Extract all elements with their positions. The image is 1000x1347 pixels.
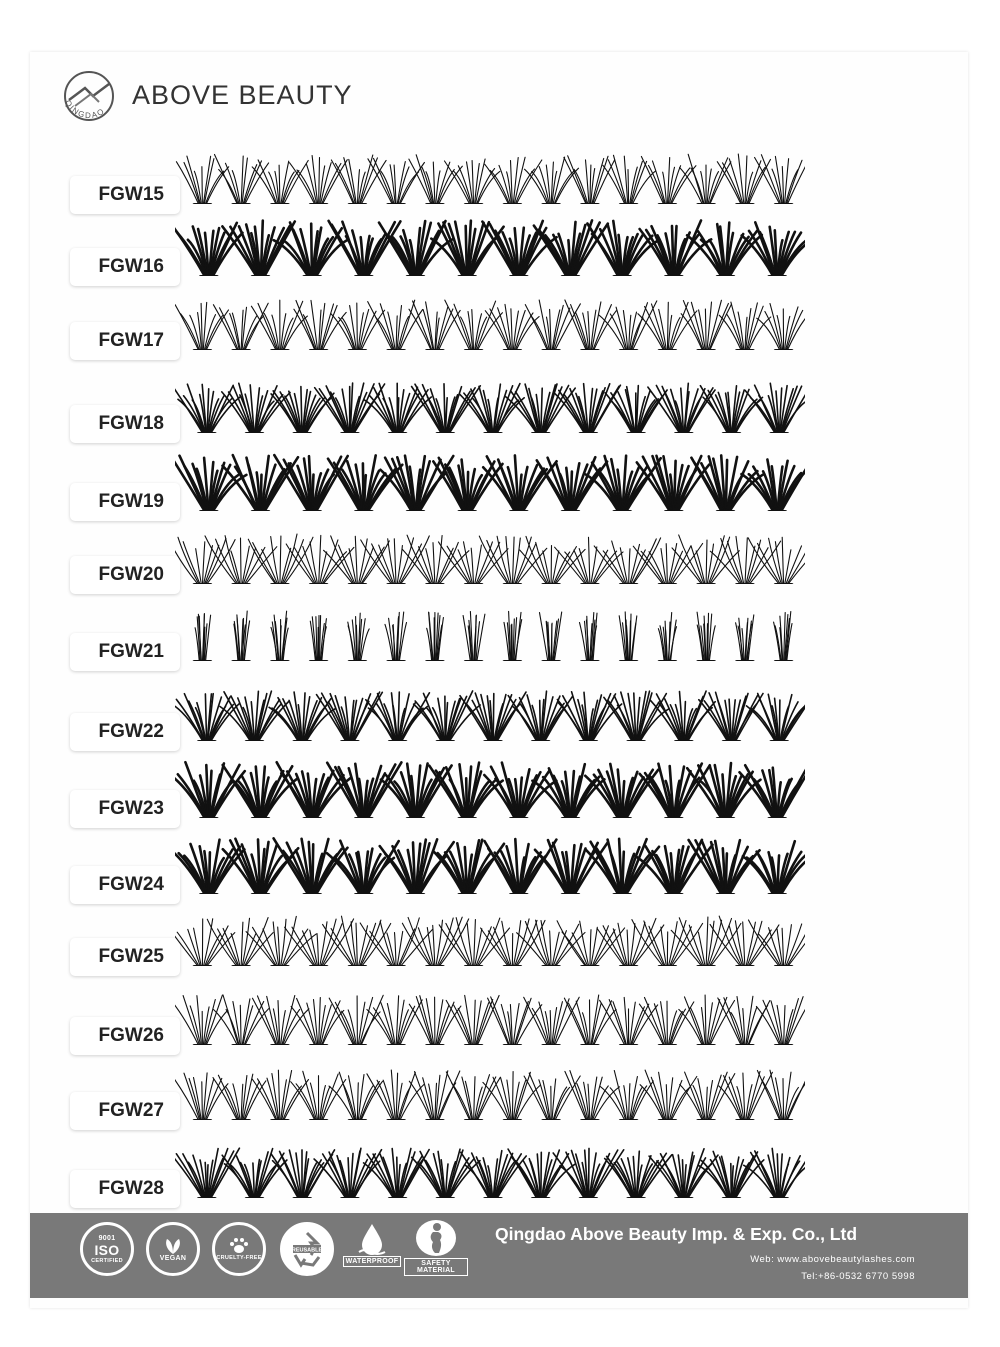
lash-cluster <box>718 996 770 1045</box>
lash-cluster <box>445 300 503 350</box>
lash-cluster <box>175 1073 228 1120</box>
company-logo <box>55 62 123 130</box>
vegan-badge <box>146 1222 200 1276</box>
vegan-badge-label: VEGAN <box>159 1254 187 1262</box>
lash-cluster <box>540 612 562 661</box>
lash-cluster <box>246 916 316 966</box>
waterproof-badge-label: WATERPROOF <box>343 1256 402 1267</box>
lash-cluster <box>700 386 762 433</box>
lash-cluster <box>745 383 805 433</box>
lash-cluster <box>361 536 430 584</box>
lash-cluster <box>409 301 460 350</box>
lash-cluster <box>252 160 308 204</box>
lash-cluster-strip <box>175 373 805 433</box>
lash-cluster-strip <box>175 601 805 661</box>
reusable-badge-label: REUSABLE <box>291 1247 323 1254</box>
lash-cluster <box>385 612 407 661</box>
lash-cluster-strip <box>175 834 805 894</box>
company-phone: Tel:+86-0532 6770 5998 <box>801 1271 915 1282</box>
lash-cluster <box>637 456 709 511</box>
lash-cluster <box>409 155 462 204</box>
lash-cluster <box>175 1148 239 1198</box>
recycle-icon <box>287 1229 327 1269</box>
iso-badge-bottom: CERTIFIED <box>91 1257 123 1264</box>
lash-cluster <box>696 612 716 661</box>
leaf-icon <box>162 1237 184 1255</box>
lash-cluster <box>635 840 712 894</box>
lash-cluster <box>331 155 386 204</box>
lash-cluster <box>291 1071 346 1120</box>
safety-material-badge-label: SAFETY MATERIAL <box>404 1258 468 1276</box>
lash-cluster <box>603 155 656 204</box>
lash-cluster <box>294 300 346 350</box>
lash-cluster <box>638 302 697 350</box>
product-code-label: FGW24 <box>70 866 180 904</box>
lash-cluster <box>587 221 658 276</box>
lash-cluster <box>412 1149 480 1198</box>
lash-cluster <box>619 612 639 661</box>
lash-cluster <box>580 613 600 661</box>
product-code-label: FGW18 <box>70 405 180 443</box>
product-code-label: FGW15 <box>70 176 180 214</box>
lash-cluster <box>222 383 290 433</box>
lash-cluster <box>459 384 524 433</box>
lash-cluster <box>648 383 715 433</box>
lash-cluster <box>175 384 240 433</box>
lash-cluster <box>594 538 660 584</box>
lash-cluster <box>460 692 526 741</box>
lash-cluster <box>699 692 763 741</box>
lash-cluster <box>585 764 658 818</box>
lash-cluster <box>557 921 625 966</box>
paw-icon <box>228 1237 250 1255</box>
lash-cluster <box>317 692 383 741</box>
lash-cluster-strip <box>175 144 805 204</box>
logo-arc-text: QINGDAO <box>63 98 107 121</box>
lash-cluster <box>586 456 661 511</box>
lash-cluster <box>368 300 423 350</box>
lash-cluster-strip <box>175 758 805 818</box>
lash-cluster <box>743 841 805 894</box>
lash-cluster-strip <box>175 1138 805 1198</box>
lash-cluster <box>192 614 212 661</box>
lash-cluster <box>425 612 445 661</box>
lash-cluster <box>231 611 251 661</box>
product-code-label: FGW28 <box>70 1170 180 1208</box>
cruelty-free-badge <box>212 1222 266 1276</box>
lash-cluster <box>213 303 268 350</box>
lash-cluster <box>409 1071 460 1120</box>
lash-cluster <box>557 692 621 741</box>
product-code-label: FGW21 <box>70 633 180 671</box>
product-code-label: FGW25 <box>70 938 180 976</box>
lash-cluster <box>252 1070 308 1120</box>
lash-cluster <box>717 154 770 204</box>
lash-cluster <box>368 158 425 204</box>
lash-cluster <box>508 1149 575 1198</box>
lash-cluster <box>402 917 468 966</box>
body-silhouette-icon <box>423 1222 449 1254</box>
lash-cluster <box>380 839 454 894</box>
lash-cluster-strip <box>175 451 805 511</box>
lash-cluster <box>680 154 731 204</box>
lash-cluster <box>756 997 805 1045</box>
lash-cluster <box>525 157 579 204</box>
product-code-label: FGW22 <box>70 713 180 751</box>
lash-cluster <box>223 839 298 894</box>
lash-cluster <box>757 1070 805 1120</box>
lash-cluster <box>632 920 703 966</box>
lash-cluster <box>446 1072 500 1120</box>
iso-badge <box>80 1222 134 1276</box>
lash-cluster <box>719 302 771 350</box>
lash-cluster <box>485 304 539 350</box>
lash-cluster <box>367 996 422 1045</box>
water-drop-icon <box>357 1222 387 1256</box>
lash-cluster <box>433 840 504 894</box>
lash-cluster <box>508 691 572 741</box>
lash-cluster-strip <box>175 216 805 276</box>
product-code-label: FGW23 <box>70 790 180 828</box>
lash-cluster <box>414 691 481 741</box>
product-code-label: FGW17 <box>70 322 180 360</box>
product-code-label: FGW20 <box>70 556 180 594</box>
lash-cluster <box>291 998 344 1046</box>
lash-cluster <box>605 1151 672 1198</box>
waterproof-badge <box>345 1222 399 1276</box>
lash-cluster <box>600 1071 653 1121</box>
lash-cluster <box>505 384 575 433</box>
lash-cluster <box>597 918 664 966</box>
reusable-badge <box>280 1222 334 1276</box>
product-code-label: FGW27 <box>70 1092 180 1130</box>
company-name: Qingdao Above Beauty Imp. & Exp. Co., Ltd <box>495 1224 858 1244</box>
lash-cluster <box>774 612 794 662</box>
lash-cluster <box>176 156 228 204</box>
lash-cluster <box>657 613 677 662</box>
lash-cluster <box>749 920 806 966</box>
lash-cluster <box>485 157 542 204</box>
lash-cluster-strip <box>175 985 805 1045</box>
svg-text:QINGDAO <box>63 98 107 120</box>
lash-cluster-strip <box>175 290 805 350</box>
lash-cluster <box>564 995 616 1045</box>
lash-cluster <box>331 303 385 350</box>
lash-cluster <box>485 839 557 894</box>
lash-cluster <box>175 919 235 966</box>
lash-cluster <box>175 694 240 741</box>
lash-cluster <box>524 1073 580 1120</box>
brand-name: ABOVE BEAUTY <box>132 80 353 110</box>
lash-cluster-strip <box>175 1060 805 1120</box>
lash-cluster <box>482 221 556 276</box>
safety-material-badge <box>404 1220 468 1276</box>
lash-cluster <box>364 1149 430 1199</box>
lash-cluster <box>207 918 273 966</box>
lash-cluster <box>205 536 277 584</box>
lash-cluster <box>649 1149 718 1198</box>
lash-cluster <box>360 918 432 966</box>
lash-cluster <box>445 159 500 204</box>
lash-cluster <box>524 997 580 1045</box>
lash-cluster <box>735 615 755 661</box>
lash-cluster <box>755 155 805 204</box>
lash-cluster <box>742 222 805 276</box>
lash-cluster <box>502 611 522 661</box>
product-code-label: FGW26 <box>70 1017 180 1055</box>
lash-cluster <box>314 1148 381 1198</box>
lash-cluster <box>213 1074 266 1120</box>
product-code-label: FGW19 <box>70 483 180 521</box>
lash-cluster <box>175 762 245 818</box>
lash-cluster <box>461 1151 526 1198</box>
lash-cluster <box>680 1072 735 1120</box>
lash-cluster <box>347 613 369 661</box>
lash-cluster <box>600 997 658 1045</box>
lash-cluster <box>439 918 509 966</box>
lash-cluster-strip <box>175 906 805 966</box>
lash-cluster <box>367 1070 424 1120</box>
lash-cluster <box>412 384 481 433</box>
lash-cluster <box>290 156 348 204</box>
lash-cluster <box>309 616 329 661</box>
lash-cluster <box>329 1072 383 1120</box>
lash-cluster <box>329 995 383 1045</box>
lash-cluster <box>641 157 696 205</box>
lash-cluster <box>479 536 547 584</box>
lash-cluster <box>757 304 805 351</box>
lash-cluster <box>409 996 461 1045</box>
lash-cluster <box>748 537 805 584</box>
lash-cluster <box>639 998 693 1046</box>
lash-cluster <box>270 611 290 661</box>
lash-cluster-strip <box>175 681 805 741</box>
lash-cluster <box>286 535 354 584</box>
lash-cluster <box>565 1071 620 1120</box>
lash-cluster <box>215 155 269 205</box>
product-code-label: FGW16 <box>70 248 180 286</box>
lash-cluster <box>271 387 334 434</box>
lash-cluster <box>719 1071 773 1120</box>
lash-cluster <box>329 221 401 276</box>
company-website: Web: www.abovebeautylashes.com <box>750 1254 915 1265</box>
lash-cluster <box>327 841 399 894</box>
lash-cluster-strip <box>175 524 805 584</box>
lash-cluster <box>364 383 431 433</box>
lash-cluster <box>681 300 731 350</box>
iso-badge-top: 9001 <box>98 1234 116 1242</box>
lash-cluster <box>429 763 502 818</box>
lash-cluster <box>175 995 228 1045</box>
lash-cluster <box>274 455 347 511</box>
iso-badge-label: ISO <box>94 1241 120 1258</box>
lash-cluster <box>689 840 760 894</box>
lash-cluster <box>564 156 615 204</box>
cruelty-free-badge-label: CRUELTY-FREE <box>216 1255 262 1261</box>
lash-cluster <box>463 612 485 662</box>
lash-cluster <box>671 917 741 966</box>
